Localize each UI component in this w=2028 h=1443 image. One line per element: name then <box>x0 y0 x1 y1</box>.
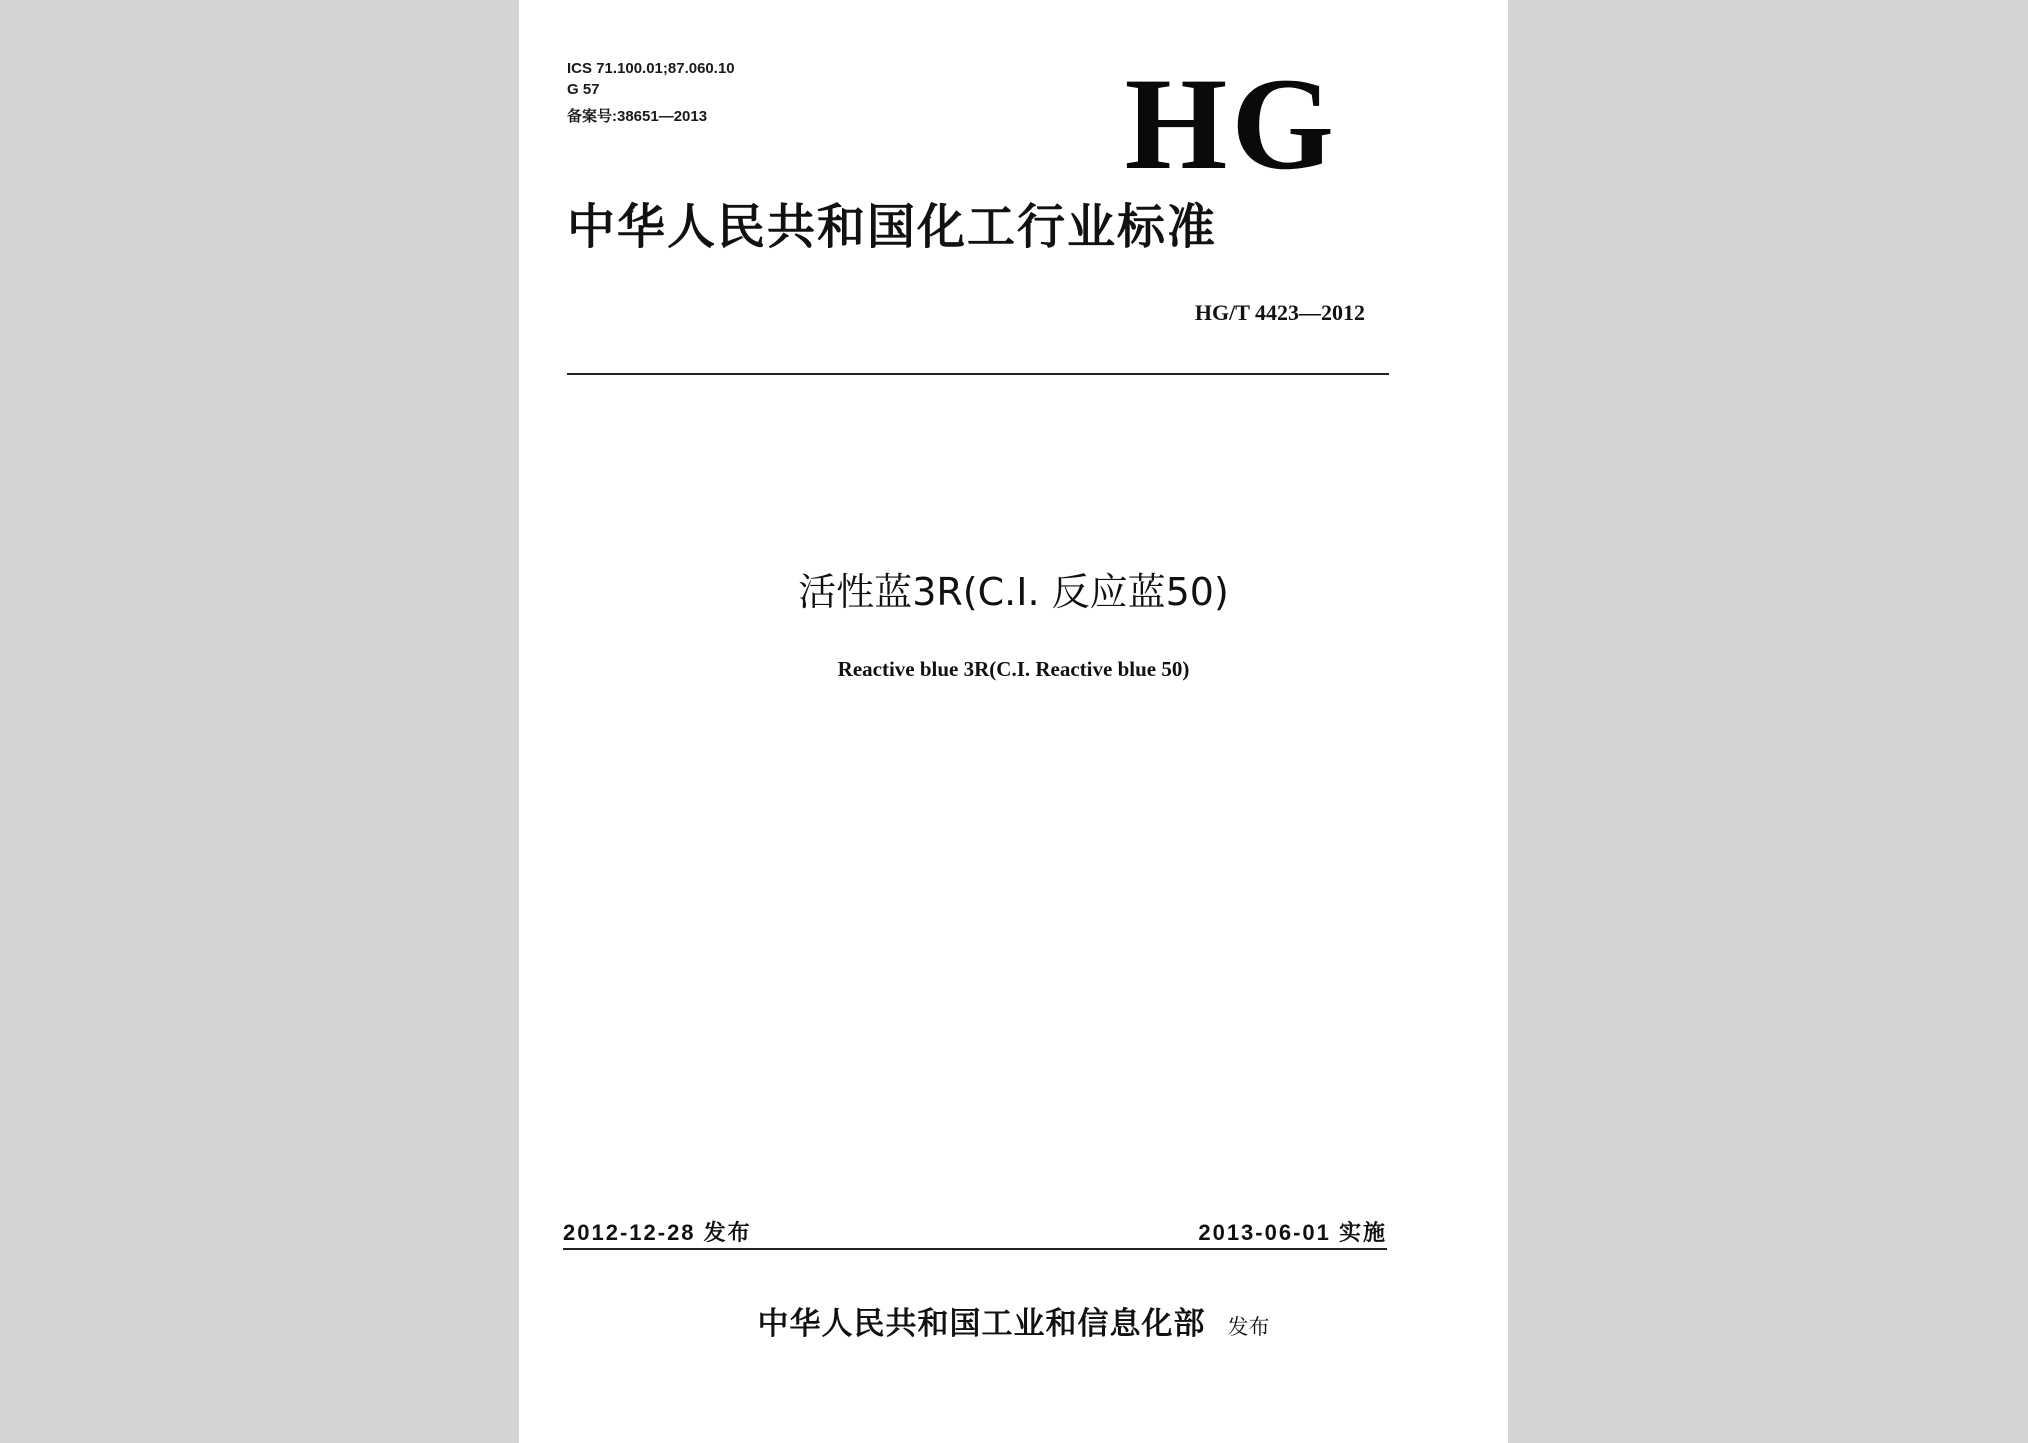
publisher-organization: 中华人民共和国工业和信息化部 <box>757 1306 1206 1342</box>
implementation-date: 2013-06-01 实施 <box>1198 1220 1387 1245</box>
header-divider <box>567 373 1389 375</box>
standard-cover-page <box>519 0 1508 1443</box>
hg-logo: HG <box>1124 50 1338 197</box>
publisher-line <box>519 1298 1508 1343</box>
ics-code: ICS 71.100.01;87.060.10 <box>567 60 735 77</box>
document-title-english: Reactive blue 3R(C.I. Reactive blue 50) <box>837 657 1190 681</box>
publisher-label: 发布 <box>1227 1315 1270 1339</box>
standard-number: HG/T 4423—2012 <box>1194 300 1365 325</box>
issue-date: 2012-12-28 发布 <box>563 1220 752 1245</box>
document-title-chinese: 活性蓝3R(C.I. 反应蓝50) <box>798 570 1229 614</box>
ccs-code: G 57 <box>567 81 600 98</box>
standard-category-title: 中华人民共和国化工行业标准 <box>567 199 1218 255</box>
record-number: 备案号:38651—2013 <box>567 108 708 125</box>
footer-divider <box>563 1248 1387 1250</box>
